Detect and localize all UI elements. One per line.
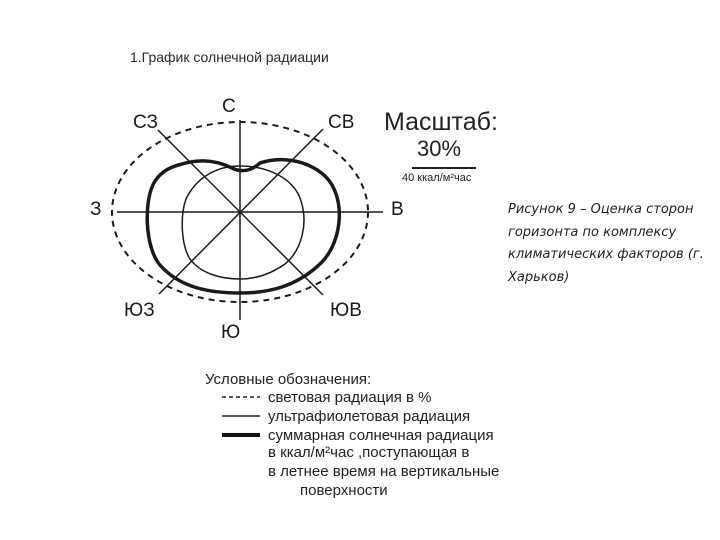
legend-continuation-line: поверхности [300,482,388,499]
compass-s-label: Ю [221,322,241,343]
legend-item-light [222,387,432,407]
legend-continuation-line: в ккал/м²час ,поступающая в [268,444,470,461]
uv-radiation-curve [182,166,304,279]
figure-caption: Рисунок 9 – Оценка сторон горизонта по комплексу климатических факторов (г. Харьков) [508,202,704,285]
compass-w-label: З [90,199,102,220]
dashed-line-swatch [222,394,260,400]
scale-percent: 30% [417,136,462,161]
legend-item-label: суммарная солнечная радиация [268,426,494,444]
compass-e-label: В [391,199,404,220]
diagram-title: 1.График солнечной радиации [130,49,329,65]
legend-title: Условные обозначения: [205,371,372,388]
compass-nw-label: СЗ [133,112,158,133]
legend-item-total [222,425,494,445]
legend-item-uv [222,406,470,426]
legend-continuation-line: в летнее время на вертикальные [268,463,500,480]
thin-line-swatch [222,413,260,419]
thick-line-swatch [222,432,260,438]
scale-heading: Масштаб: [384,108,498,136]
total-radiation-curve [147,160,339,293]
compass-se-label: ЮВ [330,300,362,321]
compass-ne-label: СВ [328,112,355,133]
compass-sw-label: ЮЗ [124,300,155,321]
compass-n-label: С [222,96,236,117]
legend-item-label: световая радиация в % [268,388,432,406]
legend-item-label: ультрафиолетовая радиация [268,407,471,425]
scale-unit: 40 ккал/м²час [402,172,472,184]
scale-bar [412,165,476,171]
